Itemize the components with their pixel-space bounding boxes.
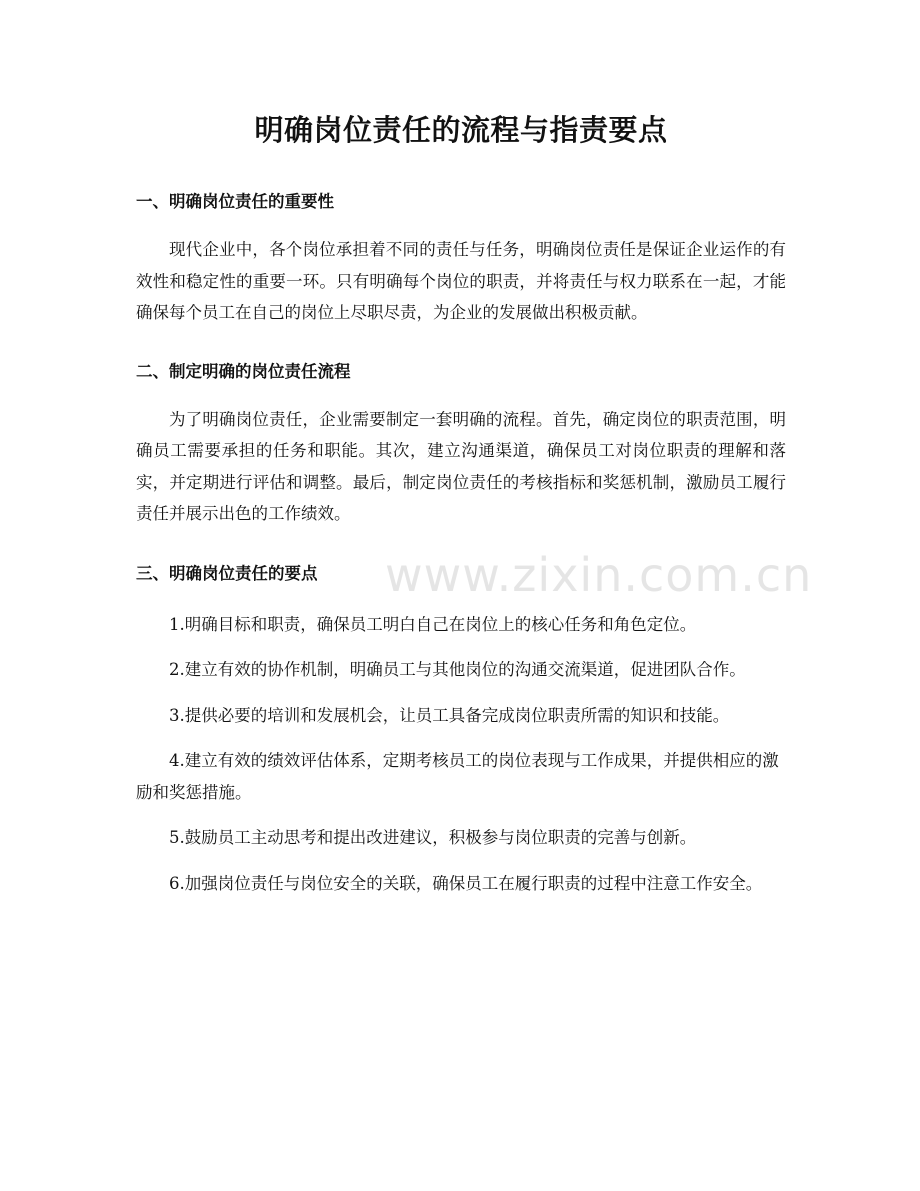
watermark-text: www.zixin.com.cn bbox=[385, 548, 813, 602]
list-item: 1.明确目标和职责，确保员工明白自己在岗位上的核心任务和角色定位。 bbox=[169, 614, 697, 634]
section-paragraph-importance: 现代企业中，各个岗位承担着不同的责任与任务，明确岗位责任是保证企业运作的有效性和稳定性的重要一环。只有明确每个岗位的职责，并将责任与权力联系在一起，才能确保每个员工在自己的岗位上尽职尽责，为企业的发展做出积极贡献。 bbox=[136, 240, 786, 322]
key-points-list bbox=[136, 609, 786, 900]
section-paragraph-process: 为了明确岗位责任，企业需要制定一套明确的流程。首先，确定岗位的职责范围，明确员工需要承担的任务和职能。其次，建立沟通渠道，确保员工对岗位职责的理解和落实，并定期进行评估和调整。最后，制定岗位责任的考核指标和奖惩机制，激励员工履行责任并展示出色的工作绩效。 bbox=[136, 409, 786, 523]
list-item: 4.建立有效的绩效评估体系，定期考核员工的岗位表现与工作成果，并提供相应的激励和奖惩措施。 bbox=[136, 751, 779, 802]
list-item: 3.提供必要的培训和发展机会，让员工具备完成岗位职责所需的知识和技能。 bbox=[169, 705, 730, 725]
document-title: 明确岗位责任的流程与指责要点 bbox=[254, 113, 668, 147]
list-item: 5.鼓励员工主动思考和提出改进建议，积极参与岗位职责的完善与创新。 bbox=[169, 828, 697, 847]
section-heading-process: 二、制定明确的岗位责任流程 bbox=[136, 361, 351, 381]
section-heading-importance: 一、明确岗位责任的重要性 bbox=[136, 192, 334, 211]
list-item: 6.加强岗位责任与岗位安全的关联，确保员工在履行职责的过程中注意工作安全。 bbox=[169, 873, 763, 893]
list-item: 2.建立有效的协作机制，明确员工与其他岗位的沟通交流渠道，促进团队合作。 bbox=[169, 660, 746, 679]
section-heading-key-points: 三、明确岗位责任的要点 bbox=[136, 563, 318, 583]
